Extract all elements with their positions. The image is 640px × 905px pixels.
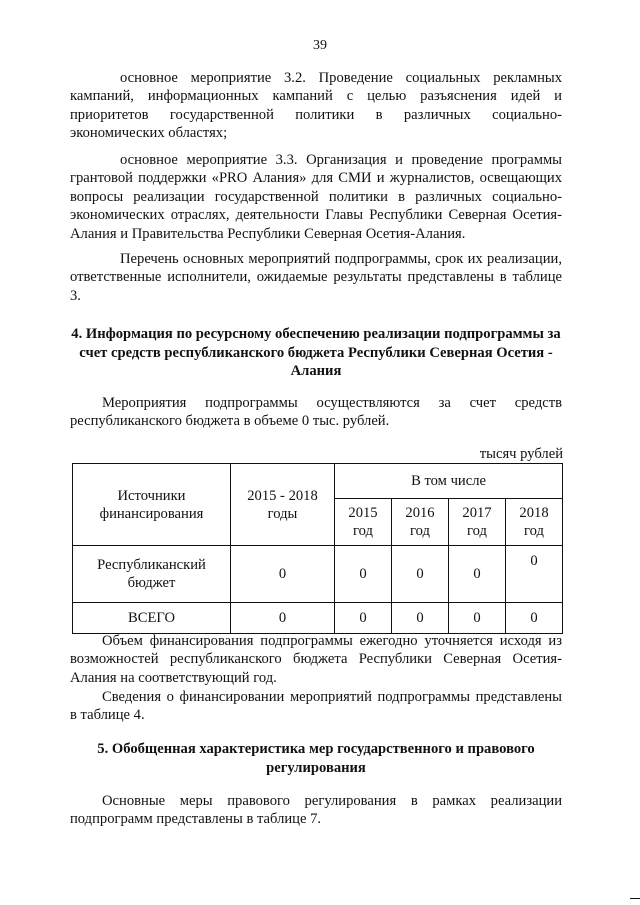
paragraph-financing-info: Сведения о финансировании мероприятий подпрограммы представлены в таблице 4. <box>70 689 562 724</box>
paragraph-financing-volume: Объем финансирования подпрограммы ежегодно уточняется исходя из возможностей республиканского бюджета Республики Северная Осетия-Алания на соответствующий год. <box>70 633 562 686</box>
table-row <box>73 546 563 603</box>
header-year-2018: 2018 год <box>506 499 563 546</box>
row-value-2016: 0 <box>392 603 449 634</box>
section-4-heading: 4. Информация по ресурсному обеспечению реализации подпрограммы за счет средств республиканского бюджета Республики Северная Осетия - Алания <box>71 326 561 379</box>
row-label: Республиканский бюджет <box>73 546 231 603</box>
paragraph-activity-3-3: основное мероприятие 3.3. Организация и проведение программы грантовой поддержки «PRO Алания» для СМИ и журналистов, освещающих вопросы реализации государственной политики в различных социально-экономических отраслях, деятельности Главы Республики Северная Осетия-Алания и Правительства Республики Северная Осетия-Алания. <box>70 152 562 242</box>
paragraph-activities-list: Перечень основных мероприятий подпрограммы, срок их реализации, ответственные исполнители, ожидаемые результаты представлены в таблице 3. <box>70 251 562 304</box>
header-year-2016: 2016 год <box>392 499 449 546</box>
page-number: 39 <box>313 38 327 53</box>
row-value-2015: 0 <box>335 603 392 634</box>
row-value-2018: 0 <box>506 546 563 603</box>
row-total: 0 <box>231 546 335 603</box>
row-value-2017: 0 <box>449 603 506 634</box>
header-source: Источники финансирования <box>73 464 231 546</box>
paragraph-budget-amount: Мероприятия подпрограммы осуществляются за счет средств республиканского бюджета в объеме 0 тыс. рублей. <box>70 395 562 430</box>
row-total: 0 <box>231 603 335 634</box>
financing-table <box>72 463 563 634</box>
row-value-2018: 0 <box>506 603 563 634</box>
table-header-row <box>73 464 563 499</box>
header-including: В том числе <box>335 464 563 499</box>
row-value-2015: 0 <box>335 546 392 603</box>
scan-edge-mark <box>630 898 640 899</box>
table-row <box>73 603 563 634</box>
table-units-label: тысяч рублей <box>479 446 563 462</box>
section-5-heading: 5. Обобщенная характеристика мер государственного и правового регулирования <box>97 741 535 776</box>
header-year-2017: 2017 год <box>449 499 506 546</box>
row-value-2017: 0 <box>449 546 506 603</box>
paragraph-legal-regulation: Основные меры правового регулирования в рамках реализации подпрограмм представлены в таблице 7. <box>70 793 562 828</box>
header-year-2015: 2015 год <box>335 499 392 546</box>
row-value-2016: 0 <box>392 546 449 603</box>
header-total-period: 2015 - 2018 годы <box>231 464 335 546</box>
row-label: ВСЕГО <box>73 603 231 634</box>
paragraph-activity-3-2: основное мероприятие 3.2. Проведение социальных рекламных кампаний, информационных кампаний с целью разъяснения идей и приоритетов государственной политики в различных социально-экономических областях; <box>70 70 562 142</box>
